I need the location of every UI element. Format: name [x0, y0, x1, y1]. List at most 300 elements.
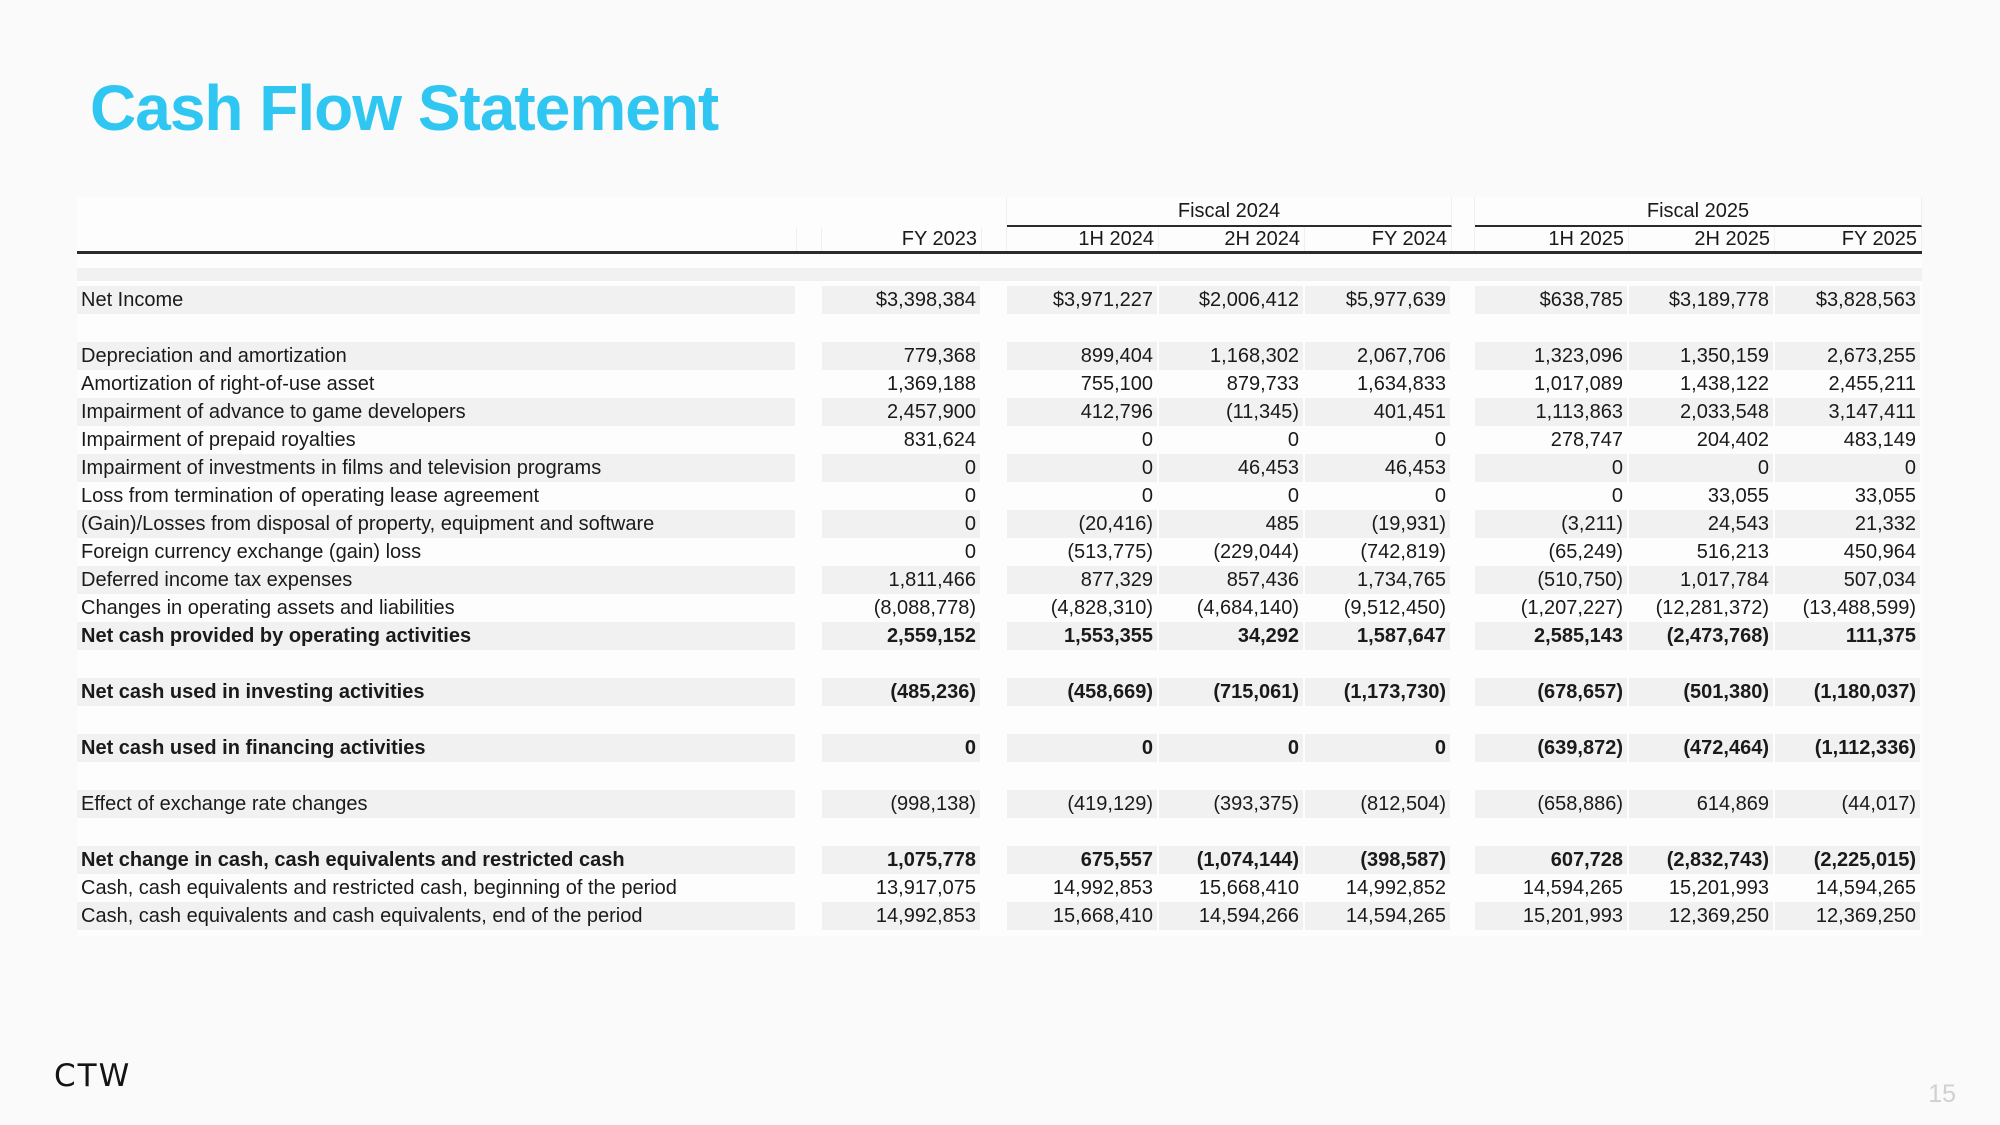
row-label: Depreciation and amortization	[77, 342, 797, 370]
cell-value	[1475, 706, 1629, 734]
column-gap	[982, 286, 1007, 314]
column-gap	[982, 650, 1007, 678]
column-gap	[1452, 538, 1475, 566]
table-row	[77, 734, 1922, 762]
row-label: Deferred income tax expenses	[77, 566, 797, 594]
spacer-row	[77, 706, 1922, 734]
row-label: Effect of exchange rate changes	[77, 790, 797, 818]
cell-value: (419,129)	[1007, 790, 1159, 818]
cell-value: 15,201,993	[1629, 874, 1775, 902]
cell-value: 0	[1305, 734, 1452, 762]
cell-value: (501,380)	[1629, 678, 1775, 706]
cell-value: 2,067,706	[1305, 342, 1452, 370]
group-header-spacer	[77, 197, 1007, 227]
column-gap	[797, 594, 822, 622]
cell-value: 0	[822, 538, 982, 566]
column-gap	[982, 482, 1007, 510]
table-row	[77, 370, 1922, 398]
column-gap	[1452, 227, 1475, 251]
column-header-1h2024: 1H 2024	[1007, 227, 1159, 251]
cell-value: 24,543	[1629, 510, 1775, 538]
spacer-row	[77, 314, 1922, 342]
cell-value: $3,828,563	[1775, 286, 1922, 314]
row-label	[77, 650, 797, 678]
column-gap	[982, 314, 1007, 342]
cell-value: 3,147,411	[1775, 398, 1922, 426]
cell-value: 14,992,853	[1007, 874, 1159, 902]
cell-value: (20,416)	[1007, 510, 1159, 538]
cell-value: (393,375)	[1159, 790, 1305, 818]
column-gap	[1452, 454, 1475, 482]
cell-value: (2,225,015)	[1775, 846, 1922, 874]
cell-value: (510,750)	[1475, 566, 1629, 594]
cell-value: 607,728	[1475, 846, 1629, 874]
page-number: 15	[1928, 1080, 1956, 1108]
ctw-logo: CTW	[54, 1058, 132, 1094]
column-gap	[1452, 678, 1475, 706]
column-gap	[797, 454, 822, 482]
cell-value: 899,404	[1007, 342, 1159, 370]
cell-value: 12,369,250	[1629, 902, 1775, 930]
table-row	[77, 678, 1922, 706]
cell-value	[1007, 706, 1159, 734]
cell-value: 0	[1305, 426, 1452, 454]
table-row	[77, 902, 1922, 930]
cell-value: 0	[1629, 454, 1775, 482]
cell-value: (229,044)	[1159, 538, 1305, 566]
row-label	[77, 314, 797, 342]
row-label	[77, 762, 797, 790]
cell-value: 779,368	[822, 342, 982, 370]
footer-spacer-band	[77, 930, 1922, 936]
column-gap	[982, 678, 1007, 706]
column-gap	[797, 790, 822, 818]
column-gap	[797, 846, 822, 874]
column-gap	[982, 874, 1007, 902]
cell-value: 111,375	[1775, 622, 1922, 650]
cell-value	[1629, 818, 1775, 846]
table-body	[77, 286, 1922, 930]
cell-value	[1305, 314, 1452, 342]
cell-value: $3,398,384	[822, 286, 982, 314]
column-gap	[982, 227, 1007, 251]
cell-value: 614,869	[1629, 790, 1775, 818]
table-row	[77, 454, 1922, 482]
cell-value: (472,464)	[1629, 734, 1775, 762]
cell-value: 0	[822, 454, 982, 482]
cell-value: (9,512,450)	[1305, 594, 1452, 622]
cell-value: 1,438,122	[1629, 370, 1775, 398]
column-gap	[1452, 818, 1475, 846]
column-header-fy2025: FY 2025	[1775, 227, 1922, 251]
cell-value: (19,931)	[1305, 510, 1452, 538]
cell-value	[1775, 314, 1922, 342]
cell-value	[1305, 762, 1452, 790]
column-gap	[1452, 482, 1475, 510]
cell-value: 0	[1305, 482, 1452, 510]
cell-value: 46,453	[1159, 454, 1305, 482]
cell-value: (2,473,768)	[1629, 622, 1775, 650]
cell-value: 0	[1007, 454, 1159, 482]
cell-value: 15,668,410	[1007, 902, 1159, 930]
cell-value	[1629, 314, 1775, 342]
column-gap	[982, 538, 1007, 566]
cell-value: 2,457,900	[822, 398, 982, 426]
cell-value: 0	[822, 482, 982, 510]
column-gap	[982, 734, 1007, 762]
spacer-row	[77, 818, 1922, 846]
cell-value	[1775, 818, 1922, 846]
row-label: (Gain)/Losses from disposal of property, equipment and software	[77, 510, 797, 538]
cell-value: 1,075,778	[822, 846, 982, 874]
column-gap	[797, 706, 822, 734]
column-gap	[982, 566, 1007, 594]
column-gap	[1452, 734, 1475, 762]
column-gap	[797, 734, 822, 762]
cell-value: 278,747	[1475, 426, 1629, 454]
row-label: Foreign currency exchange (gain) loss	[77, 538, 797, 566]
cell-value: 483,149	[1775, 426, 1922, 454]
column-gap	[797, 398, 822, 426]
row-label: Net cash provided by operating activities	[77, 622, 797, 650]
cell-value	[1475, 314, 1629, 342]
cell-value	[822, 650, 982, 678]
cell-value: (8,088,778)	[822, 594, 982, 622]
cell-value: 14,594,265	[1775, 874, 1922, 902]
table-row	[77, 790, 1922, 818]
cell-value: 15,201,993	[1475, 902, 1629, 930]
cell-value: 1,168,302	[1159, 342, 1305, 370]
cell-value: (998,138)	[822, 790, 982, 818]
cell-value: $3,971,227	[1007, 286, 1159, 314]
cell-value: (812,504)	[1305, 790, 1452, 818]
cell-value: 46,453	[1305, 454, 1452, 482]
cell-value: 13,917,075	[822, 874, 982, 902]
cell-value: (44,017)	[1775, 790, 1922, 818]
column-gap	[1452, 594, 1475, 622]
cell-value: 675,557	[1007, 846, 1159, 874]
column-header-2h2025: 2H 2025	[1629, 227, 1775, 251]
cell-value	[1007, 762, 1159, 790]
cell-value: 2,455,211	[1775, 370, 1922, 398]
cell-value: 485	[1159, 510, 1305, 538]
page-title: Cash Flow Statement	[90, 71, 719, 144]
column-gap	[797, 342, 822, 370]
cell-value: 1,587,647	[1305, 622, 1452, 650]
cell-value	[1159, 706, 1305, 734]
column-gap	[982, 818, 1007, 846]
cell-value: 204,402	[1629, 426, 1775, 454]
table-row	[77, 482, 1922, 510]
row-label: Net Income	[77, 286, 797, 314]
column-gap	[982, 594, 1007, 622]
column-gap	[982, 790, 1007, 818]
group-header-gap	[1452, 197, 1475, 227]
table-row	[77, 286, 1922, 314]
cell-value: $3,189,778	[1629, 286, 1775, 314]
column-header-empty	[77, 227, 797, 251]
cell-value: (65,249)	[1475, 538, 1629, 566]
column-header-fy2023: FY 2023	[822, 227, 982, 251]
cell-value: 755,100	[1007, 370, 1159, 398]
column-gap	[1452, 566, 1475, 594]
cell-value: (458,669)	[1007, 678, 1159, 706]
column-gap	[982, 342, 1007, 370]
cell-value: 2,585,143	[1475, 622, 1629, 650]
column-gap	[1452, 846, 1475, 874]
column-gap	[797, 426, 822, 454]
cell-value: 0	[1775, 454, 1922, 482]
cell-value: $5,977,639	[1305, 286, 1452, 314]
cell-value: (13,488,599)	[1775, 594, 1922, 622]
cell-value: 1,323,096	[1475, 342, 1629, 370]
column-gap	[797, 650, 822, 678]
cell-value: 450,964	[1775, 538, 1922, 566]
column-gap	[1452, 790, 1475, 818]
cell-value: 34,292	[1159, 622, 1305, 650]
cell-value: (742,819)	[1305, 538, 1452, 566]
cell-value: (678,657)	[1475, 678, 1629, 706]
cell-value: (12,281,372)	[1629, 594, 1775, 622]
column-gap	[982, 370, 1007, 398]
column-gap	[797, 482, 822, 510]
table-row	[77, 342, 1922, 370]
group-header-fiscal-2025: Fiscal 2025	[1475, 197, 1922, 227]
cell-value: 1,634,833	[1305, 370, 1452, 398]
row-label	[77, 818, 797, 846]
cell-value: 1,113,863	[1475, 398, 1629, 426]
cell-value: (3,211)	[1475, 510, 1629, 538]
column-gap	[982, 398, 1007, 426]
cell-value	[1007, 818, 1159, 846]
spacer-row	[77, 650, 1922, 678]
column-header-fy2024: FY 2024	[1305, 227, 1452, 251]
cell-value: 21,332	[1775, 510, 1922, 538]
cell-value	[1475, 818, 1629, 846]
cell-value	[1305, 706, 1452, 734]
column-gap	[797, 874, 822, 902]
row-label: Net cash used in investing activities	[77, 678, 797, 706]
column-gap	[982, 454, 1007, 482]
cell-value	[1305, 650, 1452, 678]
cell-value: (4,684,140)	[1159, 594, 1305, 622]
cell-value: 1,017,784	[1629, 566, 1775, 594]
table-row	[77, 426, 1922, 454]
cell-value: 879,733	[1159, 370, 1305, 398]
cell-value	[1159, 762, 1305, 790]
cell-value: (2,832,743)	[1629, 846, 1775, 874]
cell-value	[1475, 650, 1629, 678]
cell-value: (485,236)	[822, 678, 982, 706]
cell-value: (658,886)	[1475, 790, 1629, 818]
column-header-1h2025: 1H 2025	[1475, 227, 1629, 251]
row-label: Cash, cash equivalents and cash equivalents, end of the period	[77, 902, 797, 930]
cell-value: 0	[1007, 426, 1159, 454]
cell-value: 15,668,410	[1159, 874, 1305, 902]
cell-value	[822, 314, 982, 342]
cell-value	[1775, 650, 1922, 678]
column-gap	[797, 314, 822, 342]
table-row	[77, 510, 1922, 538]
cell-value: 0	[1475, 454, 1629, 482]
column-gap	[797, 902, 822, 930]
column-gap	[1452, 510, 1475, 538]
cell-value: 401,451	[1305, 398, 1452, 426]
cell-value: (1,074,144)	[1159, 846, 1305, 874]
header-shaded-band	[77, 268, 1922, 281]
group-header-fiscal-2024: Fiscal 2024	[1007, 197, 1452, 227]
column-gap	[982, 902, 1007, 930]
row-label: Cash, cash equivalents and restricted cash, beginning of the period	[77, 874, 797, 902]
row-label: Changes in operating assets and liabilities	[77, 594, 797, 622]
cell-value: 0	[822, 734, 982, 762]
cell-value: 1,369,188	[822, 370, 982, 398]
cell-value: (398,587)	[1305, 846, 1452, 874]
cell-value	[1629, 762, 1775, 790]
column-gap	[982, 846, 1007, 874]
cell-value	[1007, 650, 1159, 678]
cell-value	[1305, 818, 1452, 846]
cell-value: 12,369,250	[1775, 902, 1922, 930]
row-label: Impairment of prepaid royalties	[77, 426, 797, 454]
table-row	[77, 622, 1922, 650]
cell-value: 1,017,089	[1475, 370, 1629, 398]
cell-value	[1775, 762, 1922, 790]
cell-value: $2,006,412	[1159, 286, 1305, 314]
cell-value: (639,872)	[1475, 734, 1629, 762]
column-gap	[1452, 762, 1475, 790]
row-label: Impairment of investments in films and television programs	[77, 454, 797, 482]
column-gap	[797, 622, 822, 650]
cell-value: 516,213	[1629, 538, 1775, 566]
column-gap	[1452, 342, 1475, 370]
table-row	[77, 874, 1922, 902]
cell-value: 33,055	[1775, 482, 1922, 510]
column-gap	[797, 227, 822, 251]
cell-value	[1007, 314, 1159, 342]
cell-value: 0	[1007, 482, 1159, 510]
cell-value: 0	[1007, 734, 1159, 762]
cell-value	[1475, 762, 1629, 790]
column-gap	[1452, 426, 1475, 454]
column-gap	[982, 706, 1007, 734]
cell-value: (1,173,730)	[1305, 678, 1452, 706]
row-label: Net change in cash, cash equivalents and restricted cash	[77, 846, 797, 874]
column-gap	[1452, 874, 1475, 902]
row-label: Impairment of advance to game developers	[77, 398, 797, 426]
row-label: Net cash used in financing activities	[77, 734, 797, 762]
table-row	[77, 566, 1922, 594]
cash-flow-table	[77, 197, 1922, 936]
row-label	[77, 706, 797, 734]
cell-value: 0	[1159, 734, 1305, 762]
cell-value: 1,553,355	[1007, 622, 1159, 650]
cell-value: 14,992,853	[822, 902, 982, 930]
table-column-header-row	[77, 227, 1922, 254]
cell-value: (1,207,227)	[1475, 594, 1629, 622]
cell-value	[1159, 314, 1305, 342]
column-gap	[1452, 370, 1475, 398]
cell-value: 33,055	[1629, 482, 1775, 510]
cell-value	[1629, 706, 1775, 734]
cell-value: 877,329	[1007, 566, 1159, 594]
column-gap	[1452, 286, 1475, 314]
column-gap	[1452, 622, 1475, 650]
cell-value: (1,112,336)	[1775, 734, 1922, 762]
cell-value: 0	[1475, 482, 1629, 510]
cell-value	[1629, 650, 1775, 678]
cell-value: 14,594,266	[1159, 902, 1305, 930]
cell-value: 0	[822, 510, 982, 538]
cell-value: 0	[1159, 482, 1305, 510]
cell-value: (4,828,310)	[1007, 594, 1159, 622]
cell-value	[1159, 650, 1305, 678]
cell-value: 2,673,255	[1775, 342, 1922, 370]
cell-value	[1159, 818, 1305, 846]
cell-value: (11,345)	[1159, 398, 1305, 426]
table-group-header-row	[77, 197, 1922, 227]
column-gap	[797, 762, 822, 790]
column-gap	[982, 426, 1007, 454]
row-label: Loss from termination of operating lease agreement	[77, 482, 797, 510]
column-gap	[1452, 398, 1475, 426]
cell-value	[1775, 706, 1922, 734]
cell-value	[822, 706, 982, 734]
spacer-row	[77, 762, 1922, 790]
cell-value: 1,350,159	[1629, 342, 1775, 370]
column-gap	[797, 286, 822, 314]
header-spacer-band	[77, 254, 1922, 268]
row-label: Amortization of right-of-use asset	[77, 370, 797, 398]
cell-value: 2,559,152	[822, 622, 982, 650]
column-gap	[1452, 650, 1475, 678]
cell-value: (513,775)	[1007, 538, 1159, 566]
cell-value: (715,061)	[1159, 678, 1305, 706]
cell-value: 0	[1159, 426, 1305, 454]
cell-value: 507,034	[1775, 566, 1922, 594]
table-row	[77, 398, 1922, 426]
cell-value	[822, 818, 982, 846]
cell-value: 857,436	[1159, 566, 1305, 594]
table-row	[77, 594, 1922, 622]
table-row	[77, 538, 1922, 566]
column-gap	[1452, 314, 1475, 342]
cell-value: 14,594,265	[1475, 874, 1629, 902]
column-gap	[797, 538, 822, 566]
column-gap	[1452, 706, 1475, 734]
cell-value: $638,785	[1475, 286, 1629, 314]
column-gap	[797, 818, 822, 846]
cell-value: 1,811,466	[822, 566, 982, 594]
cell-value: 1,734,765	[1305, 566, 1452, 594]
cell-value: 2,033,548	[1629, 398, 1775, 426]
cell-value: 831,624	[822, 426, 982, 454]
column-gap	[1452, 902, 1475, 930]
column-gap	[797, 678, 822, 706]
cell-value: 14,594,265	[1305, 902, 1452, 930]
column-gap	[982, 510, 1007, 538]
cell-value	[822, 762, 982, 790]
cell-value: (1,180,037)	[1775, 678, 1922, 706]
cell-value: 412,796	[1007, 398, 1159, 426]
column-gap	[797, 566, 822, 594]
column-gap	[797, 370, 822, 398]
column-gap	[797, 510, 822, 538]
table-row	[77, 846, 1922, 874]
column-header-2h2024: 2H 2024	[1159, 227, 1305, 251]
column-gap	[982, 762, 1007, 790]
column-gap	[982, 622, 1007, 650]
